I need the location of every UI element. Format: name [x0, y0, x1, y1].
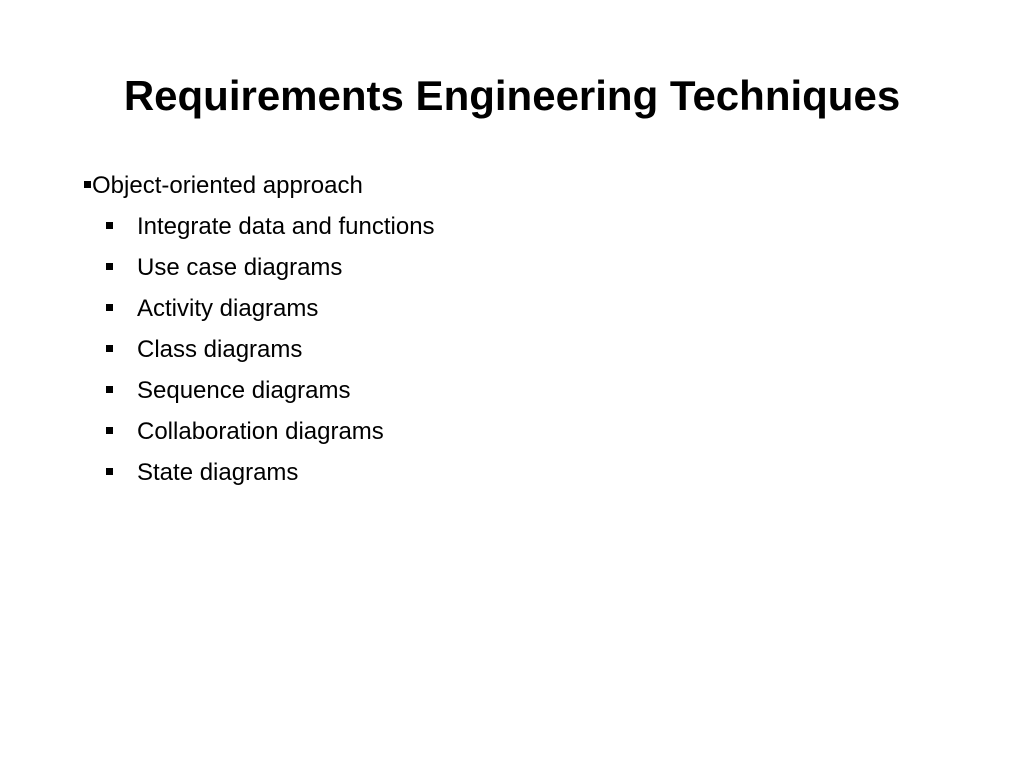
bullet-text: Use case diagrams — [137, 254, 343, 281]
square-bullet-icon — [106, 304, 113, 311]
slide-title: Requirements Engineering Techniques — [123, 72, 901, 119]
bullet-text: Class diagrams — [137, 336, 303, 363]
bullet-item-collaboration-diagrams — [0, 411, 1000, 452]
square-bullet-icon — [84, 181, 91, 188]
bullet-text: State diagrams — [137, 459, 299, 486]
bullet-text: Activity diagrams — [137, 295, 319, 322]
square-bullet-icon — [106, 263, 113, 270]
bullet-item-class-diagrams — [0, 329, 1000, 370]
bullet-item-sequence-diagrams — [0, 370, 1000, 411]
square-bullet-icon — [106, 427, 113, 434]
bullet-text: Collaboration diagrams — [137, 418, 384, 445]
square-bullet-icon — [106, 386, 113, 393]
bullet-text: Sequence diagrams — [137, 377, 351, 404]
bullet-item-use-case-diagrams — [0, 247, 1000, 288]
bullet-item-object-oriented-approach — [0, 165, 1000, 206]
square-bullet-icon — [106, 468, 113, 475]
square-bullet-icon — [106, 345, 113, 352]
bullet-item-activity-diagrams — [0, 288, 1000, 329]
square-bullet-icon — [106, 222, 113, 229]
bullet-text: Object-oriented approach — [92, 172, 363, 199]
bullet-text: Integrate data and functions — [137, 213, 435, 240]
bullet-item-state-diagrams — [0, 452, 1000, 493]
bullet-item-integrate-data-and-functions — [0, 206, 1000, 247]
bullet-list — [0, 165, 1000, 493]
